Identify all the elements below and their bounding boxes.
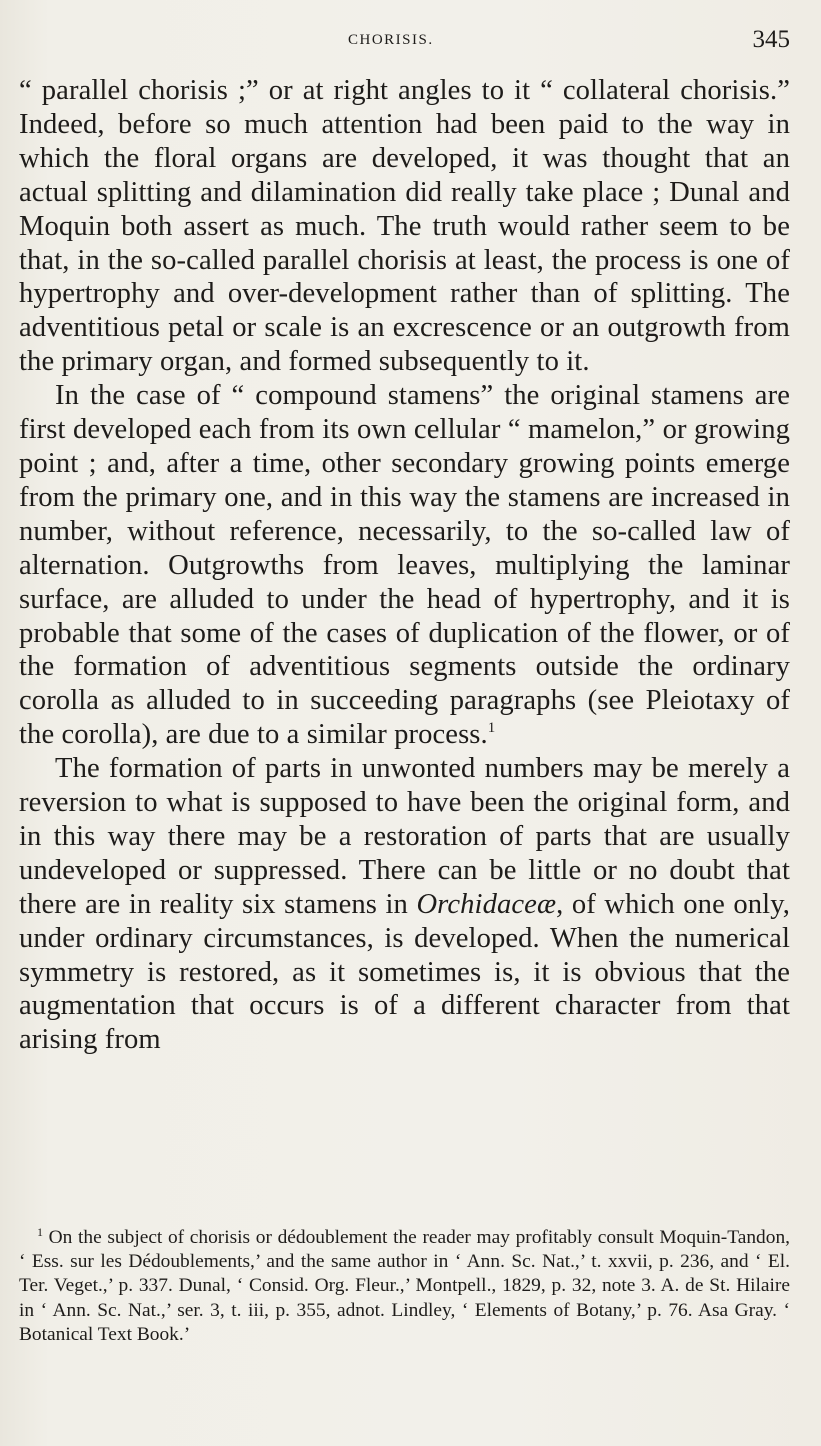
footnote-marker: 1 [37,1225,43,1239]
paragraph-2-text: In the case of “ compound stamens” the original stamens are first developed each from its own cellular “ mamelon,” or growing point ; and, after a time, other secondary growing points emerge from the primary one, and in this way the stamens are increased in number, without reference, necessarily, to the so-called law of alternation. Outgrowths from leaves, multiplying the laminar surface, are alluded to under the head of hypertrophy, and it is probable that some of the cases of duplication of the flower, or of the formation of adventitious segments outside the ordinary corolla as alluded to in succeeding paragraphs (see Pleiotaxy of the corolla), are due to a similar process. [19,380,790,751]
footnotes [19,1226,790,1347]
footnote-1 [19,1226,790,1347]
italic-term-orchidaceae: Orchidaceæ [416,888,557,920]
main-text [19,74,790,1057]
page-header [18,26,790,58]
paragraph-3-text-start: The formation of parts in unwonted numbers may be merely a reversion to what is supposed to have been the original form, and in this way there may be a restoration of parts that are usually undeveloped or suppressed. There can be little or no doubt that there are in reality six stamens in [19,753,790,920]
paragraph-1: “ parallel chorisis ;” or at right angles to it “ collateral chorisis.” Indeed, before so much attention had been paid to the way in which the floral organs are developed, it was thought that an actual splitting and dilamination did really take place ; Dunal and Moquin both assert as much. The truth would rather seem to be that, in the so-called parallel chorisis at least, the process is one of hypertrophy and over-development rather than of splitting. The adventitious petal or scale is an excrescence or an outgrowth from the primary organ, and formed subsequently to it. [19,75,790,378]
paragraph-3 [19,752,790,1057]
footnote-reference: 1 [487,720,496,737]
footnote-text: On the subject of chorisis or dédoublement the reader may profitably consult Moquin-Tandon, ‘ Ess. sur les Dédoublements,’ and the same author in ‘ Ann. Sc. Nat.,’ t. xxvii, p. 236, and ‘ El. Ter. Veget.,’ p. 337. Dunal, ‘ Consid. Org. Fleur.,’ Montpell., 1829, p. 32, note 3. A. de St. Hilaire in ‘ Ann. Sc. Nat.,’ ser. 3, t. iii, p. 355, adnot. Lindley, ‘ Elements of Botany,’ p. 76. Asa Gray. ‘ Botanical Text Book.’ [19,1227,790,1345]
paragraph-2 [19,379,790,752]
page-number: 345 [752,26,790,53]
running-head: CHORISIS. [348,32,434,48]
paragraph-3-text-end: , of which one only, under ordinary circumstances, is developed. When the numerical symmetry is restored, as it sometimes is, it is obvious that the augmentation that occurs is of a different character from that arising from [19,888,790,1056]
